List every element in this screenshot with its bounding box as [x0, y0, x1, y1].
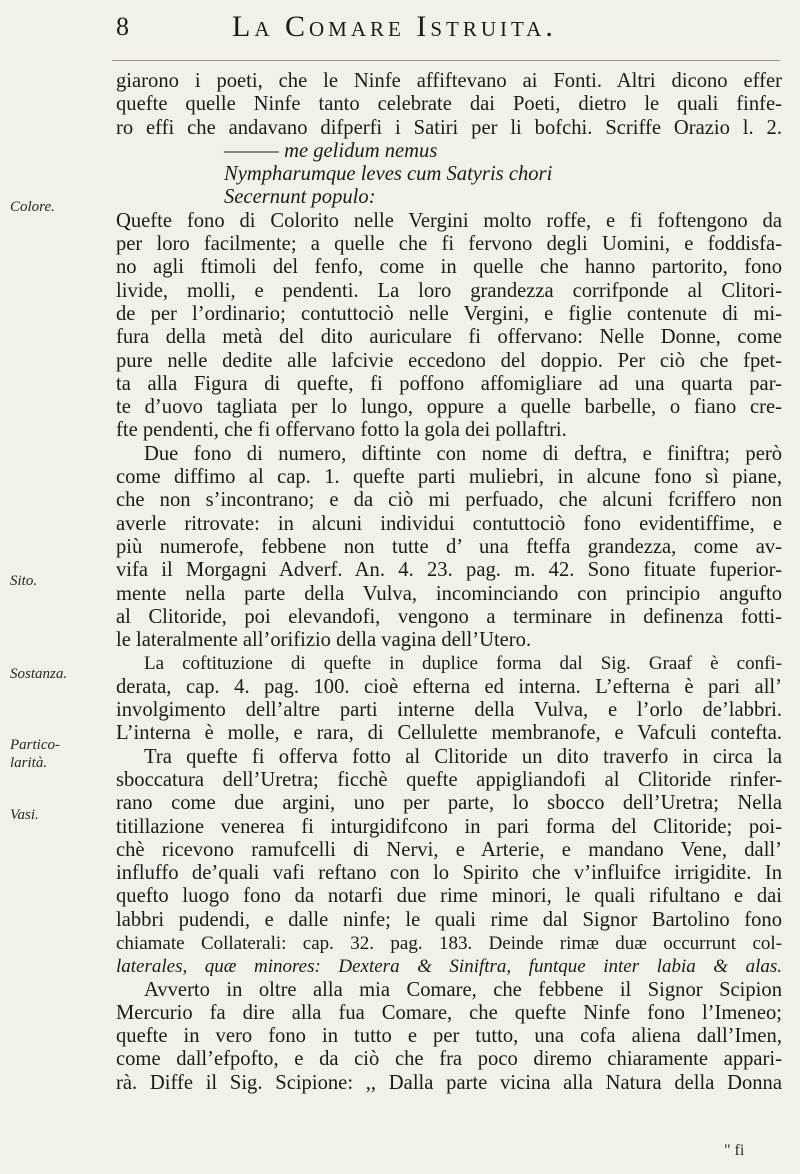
- text-line: La coftituzione di quefte in duplice forma dal Sig. Graaf è confi-: [144, 653, 782, 675]
- header-rule: [112, 60, 780, 61]
- text-line: sboccatura dell’Uretra; ficchè quefte appigliandofi al Clitoride rinfer-: [116, 768, 782, 791]
- text-line: rà. Diffe il Sig. Scipione: ,, Dalla parte vicina alla Natura della Donna: [116, 1071, 782, 1094]
- text-line: titillazione venerea fi inturgidifcono in pari forma del Clitoride; poi-: [116, 815, 782, 838]
- text-line: Due fono di numero, diftinte con nome di deftra, e finiftra; però: [144, 442, 782, 465]
- text-line: L’interna è molle, e rara, di Cellulette membranofe, e Vafculi contefta.: [116, 722, 782, 745]
- margin-note-sostanza: Sostanza.: [10, 666, 68, 682]
- page-number: 8: [116, 12, 129, 41]
- text-line: Tra quefte fi offerva fotto al Clitoride un dito traverfo in circa la: [144, 745, 782, 768]
- text-line: Quefte fono di Colorito nelle Vergini molto roffe, e fi foftengono da: [116, 209, 782, 232]
- verse-line: Nympharumque leves cum Satyris chori: [224, 163, 553, 186]
- text-line: per loro facilmente; a quelle che fi fervono degli Uomini, e foddisfa-: [116, 233, 782, 256]
- text-line: de per l’ordinario; contuttociò nelle Vergini, e figlie contenute di mi-: [116, 302, 782, 325]
- text-line: Avverto in oltre alla mia Comare, che febbene il Signor Scipion: [144, 978, 782, 1001]
- text-line: ta alla Figura di quefte, fi poffono affomigliare ad una quarta par-: [116, 372, 782, 395]
- text-line: chè ricevono ramufcelli di Nervi, e Arterie, e mandano Vene, dall’: [116, 838, 782, 861]
- text-line: vifa il Morgagni Adverf. An. 4. 23. pag. m. 42. Sono fituate fuperior-: [116, 559, 782, 582]
- text-line: come dall’efpofto, e da ciò che fra poco diremo chiaramente appari-: [116, 1048, 782, 1071]
- text-line: rano come due argini, uno per parte, lo sbocco dell’Uretra; Nella: [116, 792, 782, 815]
- page-header: [112, 12, 782, 62]
- margin-note-sito: Sito.: [10, 573, 38, 589]
- text-line: che non s’incontrano; e da ciò mi perfuado, che alcuni fcriffero non: [116, 489, 782, 512]
- text-line: averle ritrovate: in alcuni individui contuttociò fono evidentiffime, e: [116, 512, 782, 535]
- text-line: fura della metà del dito auriculare fi offervano: Nelle Donne, come: [116, 326, 782, 349]
- text-line: quefto luogo fono da notarfi due rime minori, le quali rifultano e dai: [116, 885, 782, 908]
- text-line: labbri pudendi, e dalle ninfe; le quali rime dal Signor Bartolino fono: [116, 908, 782, 931]
- text-line: chiamate Collaterali: cap. 32. pag. 183. Deinde rimæ duæ occurrunt col-: [116, 932, 782, 954]
- text-line: giarono i poeti, che le Ninfe affiftevano ai Fonti. Altri dicono effer: [116, 70, 782, 92]
- text-line: ro effi che andavano difperfi i Satiri per li bofchi. Scriffe Orazio l. 2.: [116, 116, 782, 139]
- text-line: più numerofe, febbene non tutte d’ una fteffa grandezza, come av-: [116, 535, 782, 558]
- text-line: pure nelle dedite alle lafcivie eccedono del doppio. Per ciò che fpet-: [116, 349, 782, 372]
- text-line: come diffimo al cap. 1. quefte parti muliebri, in alcune fono sì piane,: [116, 466, 782, 489]
- text-line: quefte in vero fono in tutto e per tutto, una cofa aliena dall’Imen,: [116, 1025, 782, 1048]
- text-line: al Clitoride, poi elevandofi, vengono a terminare in definenza fotti-: [116, 605, 782, 628]
- running-title: La Comare Istruita.: [232, 10, 557, 43]
- text-line: involgimento dell’altre parti interne della Vulva, e l’orlo de’labbri.: [116, 699, 782, 722]
- verse-line: ——— me gelidum nemus: [224, 139, 438, 162]
- text-line: influffo de’quali vafi reftano con lo Spirito che v’influifce irrigidite. In: [116, 862, 782, 885]
- text-line: quefte quelle Ninfe tanto celebrate dai Poeti, dietro le quali finfe-: [116, 93, 782, 116]
- catchword: " fi: [724, 1142, 745, 1159]
- text-line: le lateralmente all’orifizio della vagina dell’Utero.: [116, 629, 532, 652]
- text-line: Mercurio fa dire alla fua Comare, che quefte Ninfe fono l’Imeneo;: [116, 1001, 782, 1024]
- body-text: [116, 70, 782, 1095]
- text-line: fte pendenti, che fi offervano fotto la gola dei pollaftri.: [116, 419, 567, 442]
- text-line: mente nella parte della Vulva, incominciando con principio angufto: [116, 582, 782, 605]
- text-line: derata, cap. 4. pag. 100. cioè efterna ed interna. L’efterna è pari all’: [116, 675, 782, 698]
- margin-note-colore: Colore.: [10, 199, 55, 215]
- margin-note-particolarita-2: larità.: [10, 755, 48, 771]
- margin-note-vasi: Vasi.: [10, 807, 39, 823]
- margin-note-particolarita-1: Partico-: [10, 737, 60, 753]
- text-line: te d’uovo tagliata per lo lungo, oppure a quelle barbelle, o fiano cre-: [116, 396, 782, 419]
- verse-line: Secernunt populo:: [224, 186, 376, 209]
- text-line: no agli ftimoli del fenfo, come in quelle che hanno partorito, fono: [116, 256, 782, 279]
- text-line: livide, molli, e pendenti. La loro grandezza corrifponde al Clitori-: [116, 279, 782, 302]
- text-line: laterales, quæ minores: Dextera & Siniftra, funtque inter labia & alas.: [116, 956, 782, 978]
